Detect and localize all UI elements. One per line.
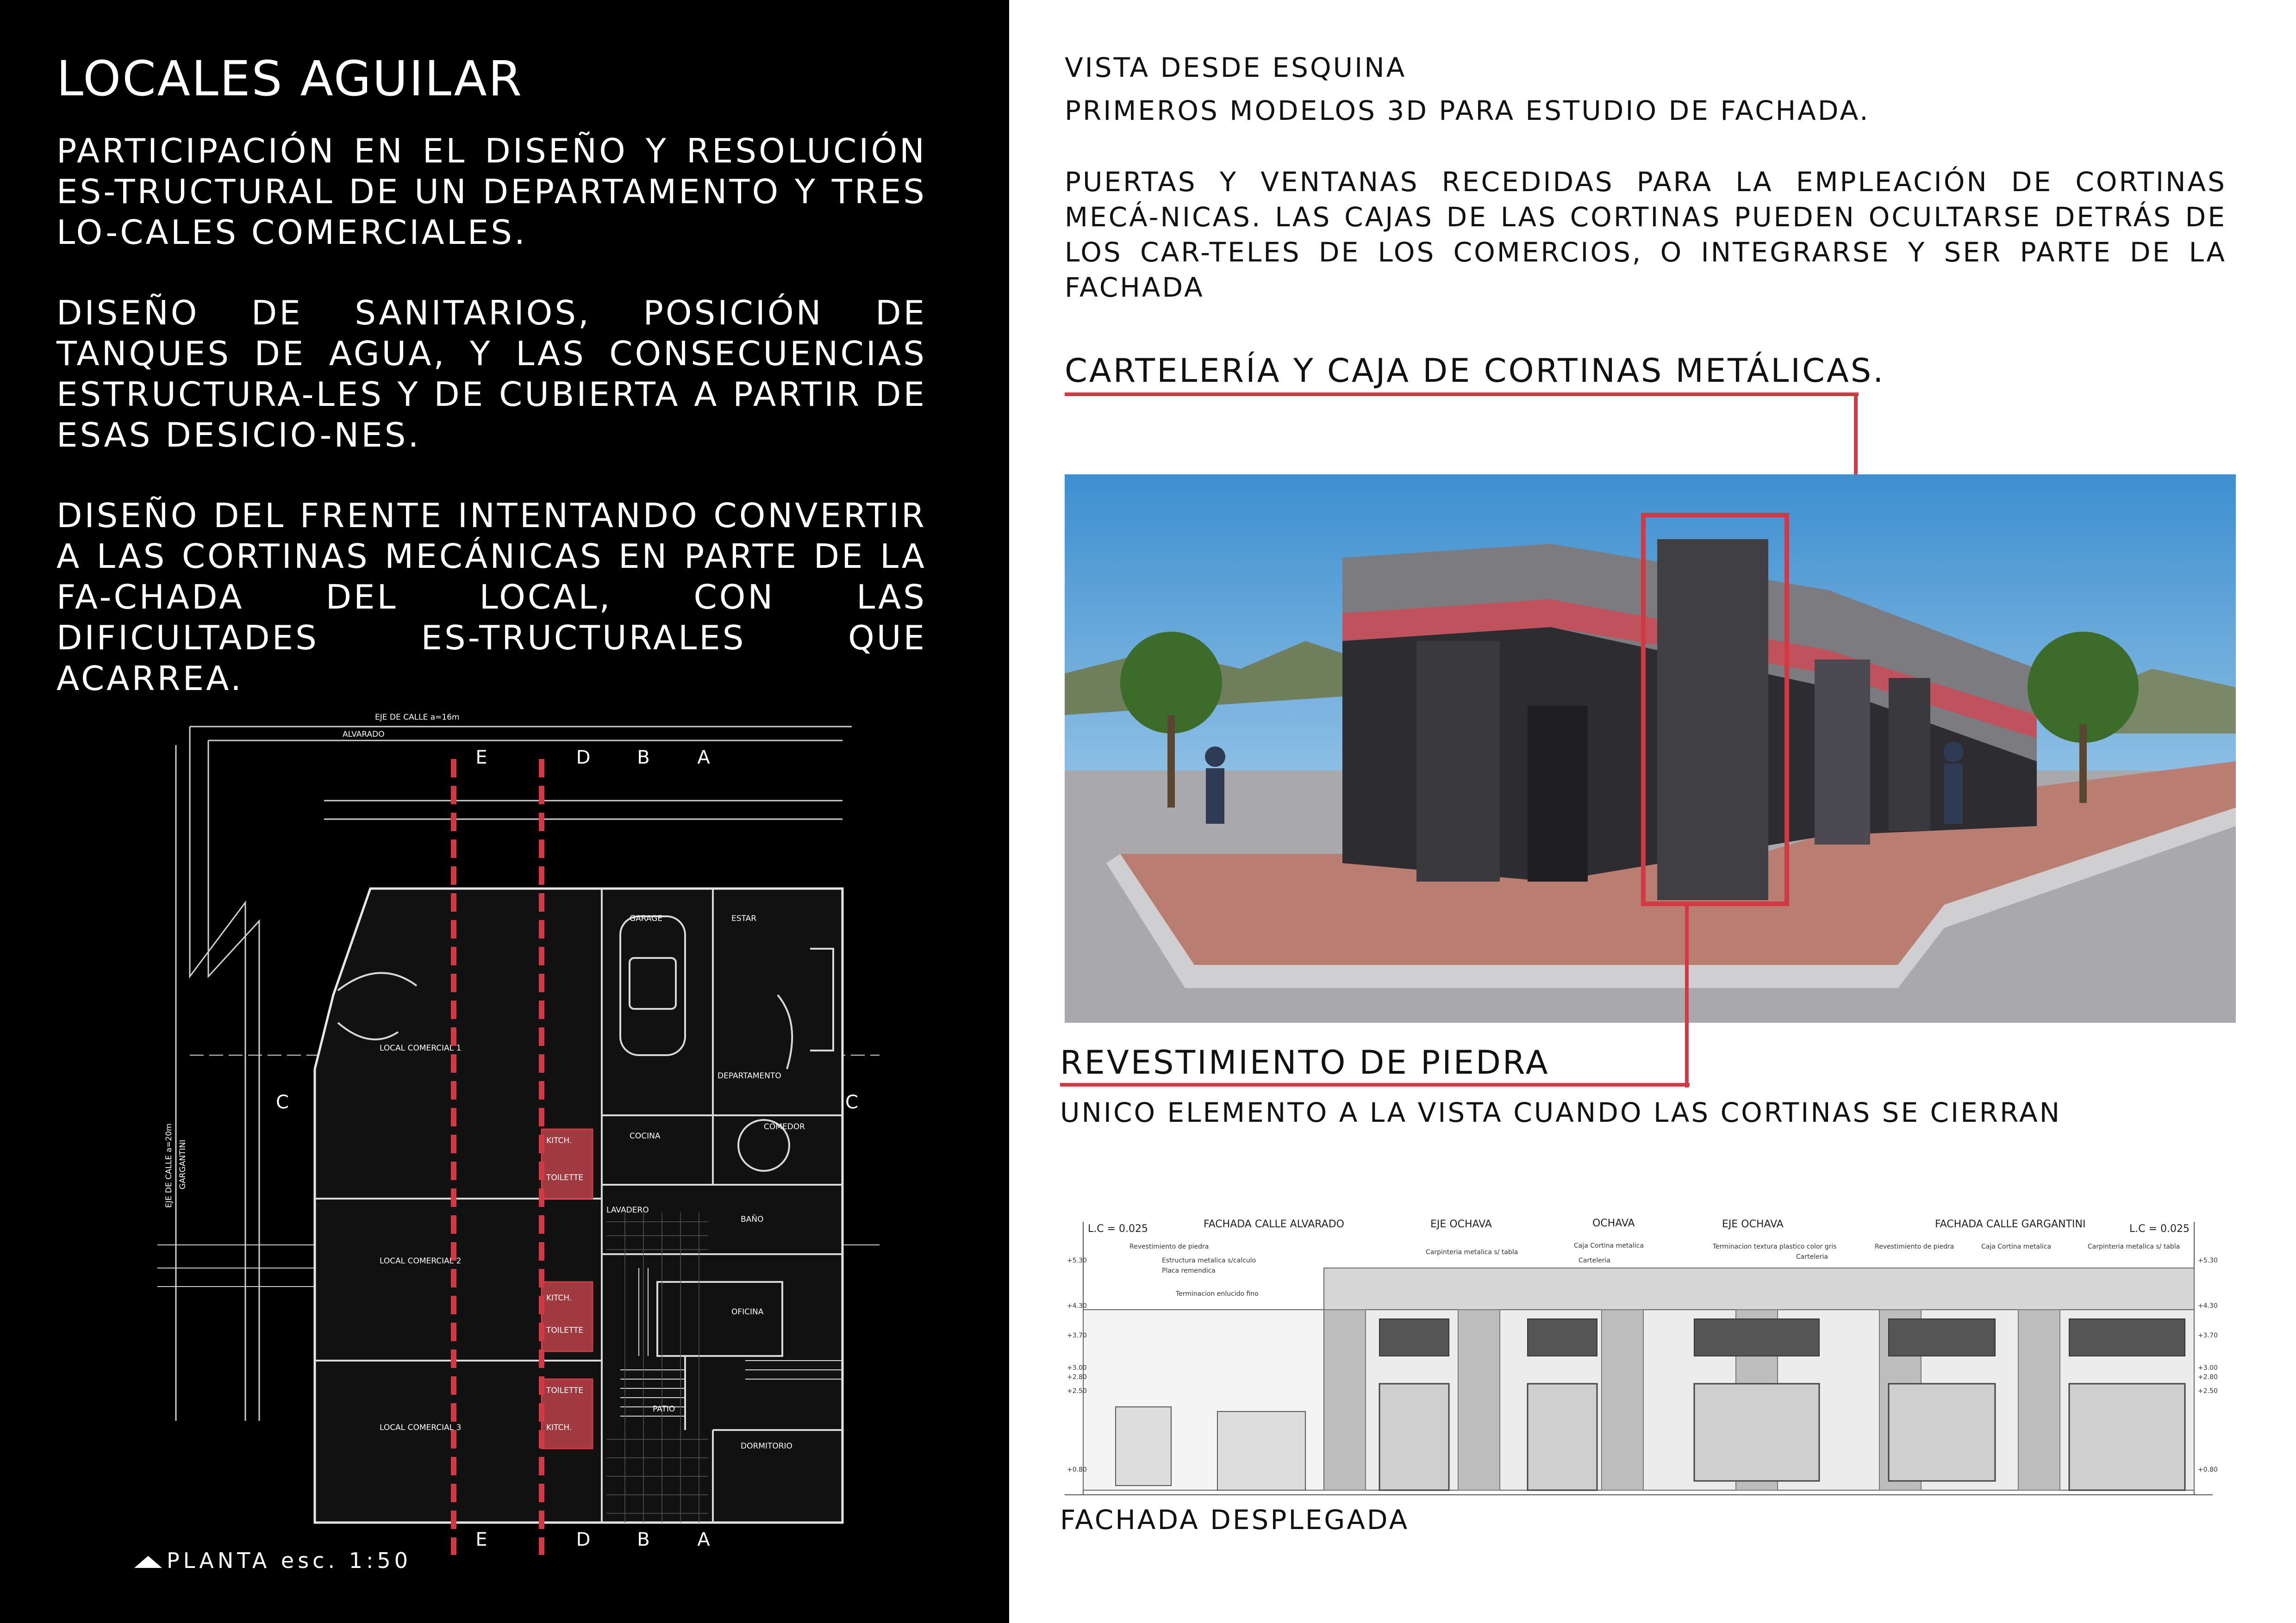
left-panel <box>0 0 1009 1623</box>
level-left-1: +4.30 <box>1067 1302 1087 1310</box>
render-vista-esquina <box>1065 474 2236 1023</box>
axis-label-c-right: C <box>845 1092 858 1113</box>
axis-label-b-bottom: B <box>637 1529 650 1550</box>
room-kitchen-2: KITCH. <box>546 1293 572 1303</box>
caption-fachada-desplegada: FACHADA DESPLEGADA <box>1060 1504 1410 1536</box>
street-side-name: GARGANTINI <box>178 1139 187 1189</box>
fachada-desplegada-drawing <box>1065 1203 2218 1499</box>
text-unico-elemento: UNICO ELEMENTO A LA VISTA CUANDO LAS CORTINAS SE CIERRAN <box>1060 1097 2062 1128</box>
level-left-4: +2.80 <box>1067 1374 1087 1381</box>
project-title: LOCALES AGUILAR <box>56 50 524 107</box>
note-estructura: Estructura metalica s/calculo <box>1162 1257 1256 1264</box>
heading-carteleria: CARTELERÍA Y CAJA DE CORTINAS METÁLICAS. <box>1065 352 1885 390</box>
room-kitchen-3: KITCH. <box>546 1423 572 1432</box>
level-left-0: +5.30 <box>1067 1257 1087 1264</box>
note-terminacion: Terminacion textura plastico color gris <box>1713 1243 1837 1250</box>
room-local-1: LOCAL COMERCIAL 1 <box>380 1044 462 1053</box>
room-cocina: COCINA <box>630 1132 661 1141</box>
floor-plan <box>139 699 889 1564</box>
elevation-lc-left: L.C = 0.025 <box>1088 1223 1148 1235</box>
level-right-4: +2.80 <box>2198 1374 2218 1381</box>
axis-label-e-top: E <box>475 747 487 768</box>
room-bano: BAÑO <box>741 1215 764 1224</box>
paragraph-structural: PARTICIPACIÓN EN EL DISEÑO Y RESOLUCIÓN ES-TRUCTURAL DE UN DEPARTAMENTO Y TRES LO-CALES COMERCIALES. <box>56 131 927 252</box>
north-arrow-icon <box>134 1556 162 1568</box>
note-carteleria-2: Carteleria <box>1796 1253 1828 1261</box>
level-left-5: +2.50 <box>1067 1387 1087 1395</box>
street-top-label: EJE DE CALLE a=16m <box>375 713 460 722</box>
note-carpinteria-1: Carpinteria metalica s/ tabla <box>1426 1249 1518 1256</box>
room-estar: ESTAR <box>731 914 757 923</box>
level-right-6: +0.80 <box>2198 1466 2218 1474</box>
paragraph-sanitarios: DISEÑO DE SANITARIOS, POSICIÓN DE TANQUES DE AGUA, Y LAS CONSECUENCIAS ESTRUCTURA-LES Y DE CUBIERTA A PARTIR DE ESAS DESICIO-NES. <box>56 293 927 454</box>
room-toilette-2: TOILETTE <box>546 1326 584 1335</box>
level-right-1: +4.30 <box>2198 1302 2218 1310</box>
axis-label-d-bottom: D <box>576 1529 591 1550</box>
axis-label-c-left: C <box>276 1092 289 1113</box>
text-puertas-ventanas: PUERTAS Y VENTANAS RECEDIDAS PARA LA EMPLEACIÓN DE CORTINAS MECÁ-NICAS. LAS CAJAS DE LAS CORTINAS PUEDEN OCULTARSE DETRÁS DE LOS CAR-TELES DE LOS COMERCIOS, O INTEGRARSE Y SER PARTE DE LA FACHADA <box>1065 166 2227 303</box>
room-oficina: OFICINA <box>731 1307 764 1317</box>
revestimiento-leader-line <box>1685 902 1689 1088</box>
level-right-0: +5.30 <box>2198 1257 2218 1264</box>
room-garage: GARAGE <box>630 914 663 923</box>
level-left-6: +0.80 <box>1067 1466 1087 1474</box>
axis-label-d-top: D <box>576 747 591 768</box>
note-revestimiento-1: Revestimiento de piedra <box>1129 1243 1209 1250</box>
level-right-2: +3.70 <box>2198 1332 2218 1339</box>
revestimiento-underline <box>1060 1083 1690 1087</box>
plan-caption: PLANTA esc. 1:50 <box>134 1548 412 1573</box>
elevation-label-ochava: OCHAVA <box>1592 1218 1635 1229</box>
room-lavadero: LAVADERO <box>606 1206 649 1215</box>
heading-vista-esquina: VISTA DESDE ESQUINA <box>1065 52 1407 83</box>
room-kitchen-1: KITCH. <box>546 1136 572 1145</box>
note-placa: Placa remendica <box>1162 1267 1216 1275</box>
room-departamento: DEPARTAMENTO <box>718 1071 781 1081</box>
note-caja-cortina-1: Caja Cortina metalica <box>1574 1242 1644 1250</box>
room-local-3: LOCAL COMERCIAL 3 <box>380 1423 462 1432</box>
street-side-label: EJE DE CALLE a=20m <box>164 1123 174 1208</box>
elevation-label-alvarado: FACHADA CALLE ALVARADO <box>1204 1219 1344 1230</box>
level-right-5: +2.50 <box>2198 1387 2218 1395</box>
axis-label-e-bottom: E <box>475 1529 487 1550</box>
axis-label-a-top: A <box>697 747 710 768</box>
note-revestimiento-2: Revestimiento de piedra <box>1875 1243 1954 1250</box>
note-carpinteria-2: Carpinteria metalica s/ tabla <box>2088 1243 2180 1250</box>
elevation-label-eje-ochava-2: EJE OCHAVA <box>1722 1219 1784 1230</box>
level-left-2: +3.70 <box>1067 1332 1087 1339</box>
room-dormitorio: DORMITORIO <box>741 1442 792 1451</box>
room-comedor: COMEDOR <box>764 1122 805 1132</box>
room-toilette-3: TOILETTE <box>546 1386 584 1395</box>
paragraph-frente: DISEÑO DEL FRENTE INTENTANDO CONVERTIR A LAS CORTINAS MECÁNICAS EN PARTE DE LA FA-CHADA DEL LOCAL, CON LAS DIFICULTADES ES-TRUCTURALES QUE ACARREA. <box>56 496 927 698</box>
heading-revestimiento: REVESTIMIENTO DE PIEDRA <box>1060 1044 1550 1082</box>
axis-label-a-bottom: A <box>697 1529 710 1550</box>
note-enlucido: Terminacion enlucido fino <box>1176 1290 1259 1298</box>
room-local-2: LOCAL COMERCIAL 2 <box>380 1256 462 1266</box>
note-caja-cortina-2: Caja Cortina metalica <box>1981 1243 2052 1250</box>
carteleria-underline <box>1065 392 1859 396</box>
room-toilette-1: TOILETTE <box>546 1173 584 1182</box>
level-left-3: +3.00 <box>1067 1364 1087 1372</box>
room-patio: PATIO <box>653 1405 675 1414</box>
elevation-label-gargantini: FACHADA CALLE GARGANTINI <box>1935 1219 2086 1230</box>
elevation-label-eje-ochava-1: EJE OCHAVA <box>1430 1219 1492 1230</box>
level-right-3: +3.00 <box>2198 1364 2218 1372</box>
street-top-name: ALVARADO <box>343 730 385 739</box>
text-primeros-modelos: PRIMEROS MODELOS 3D PARA ESTUDIO DE FACHADA. <box>1065 95 1870 126</box>
axis-label-b-top: B <box>637 747 650 768</box>
elevation-lc-right: L.C = 0.025 <box>2129 1223 2190 1235</box>
note-carteleria-1: Carteleria <box>1578 1257 1610 1264</box>
